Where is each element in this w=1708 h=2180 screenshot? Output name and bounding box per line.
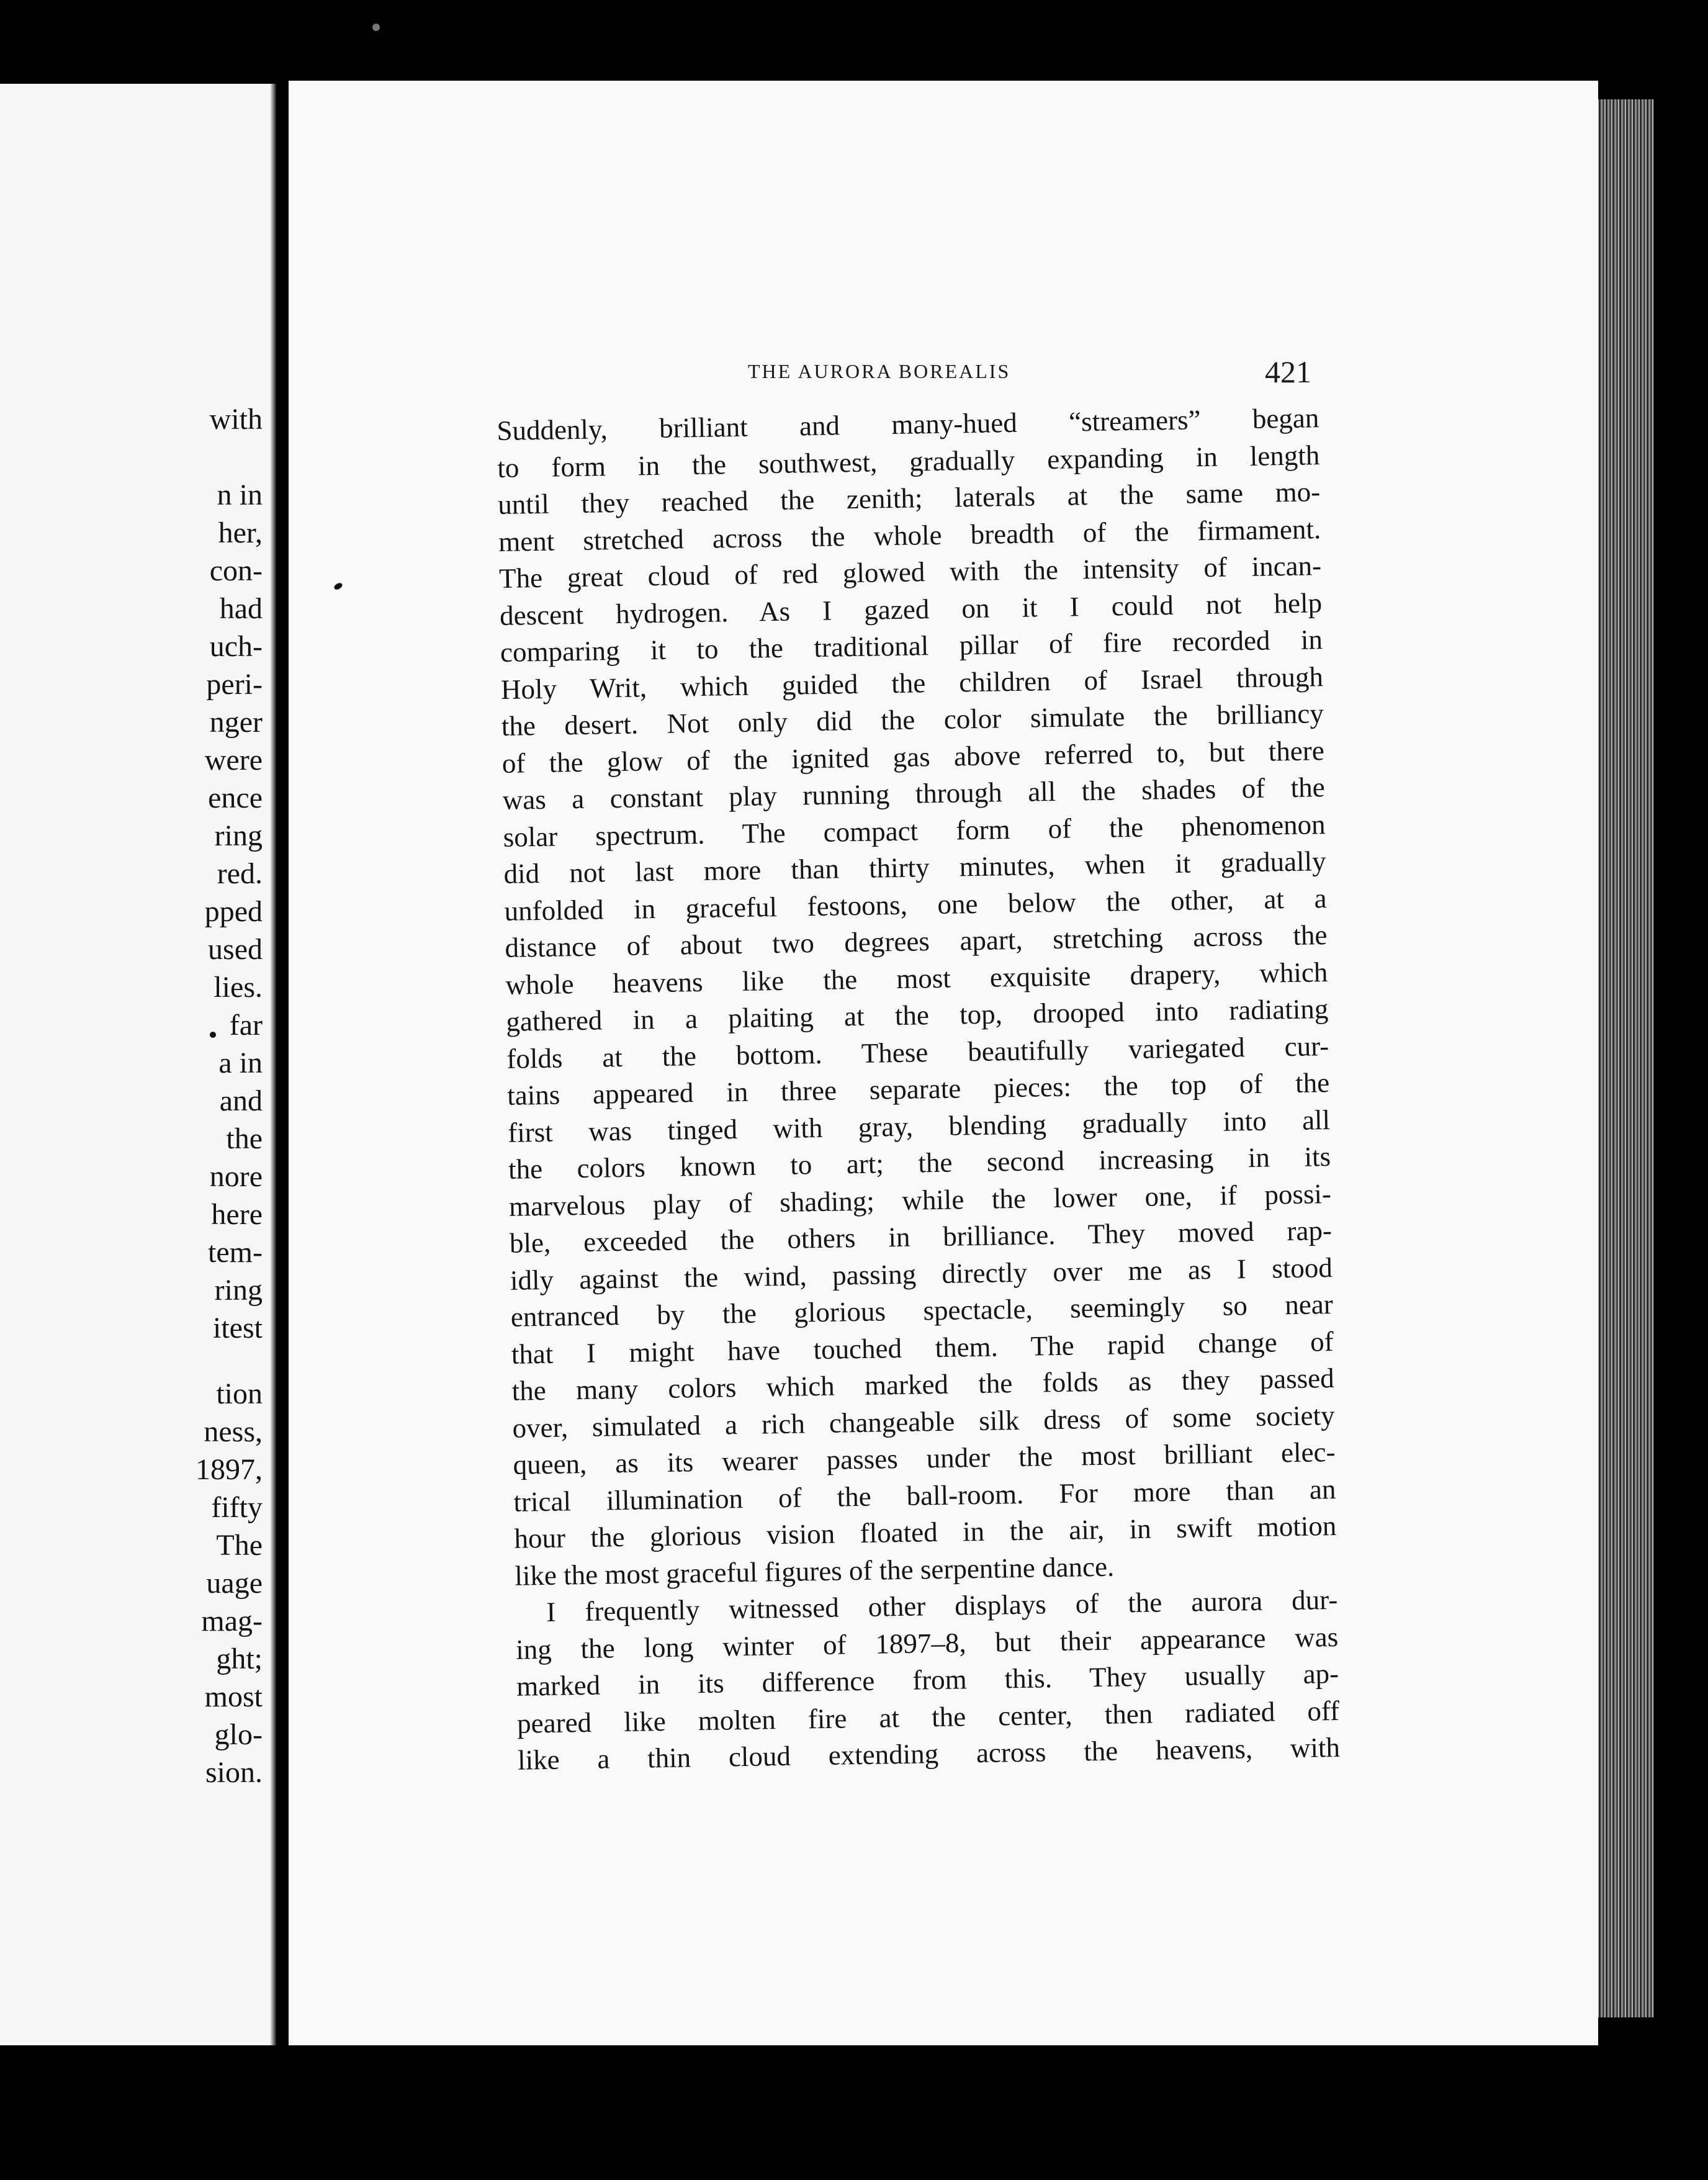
scan-speck [372,24,380,31]
facing-page-line-fragment: ring [214,1274,263,1307]
text-line: ing the long winter of 1897–8, but their appearance was [515,1621,1339,1665]
text-line: idly against the wind, passing directly over me as I stood [510,1251,1333,1296]
text-line: I frequently witnessed other displays of the aurora dur- [546,1583,1338,1628]
text-line: entranced by the glorious spectacle, seemingly so near [510,1289,1334,1333]
facing-page-line-fragment: ght; [216,1642,263,1675]
text-line: ble, exceeded the others in brilliance. They moved rap- [509,1215,1333,1259]
facing-page-line-fragment: the [226,1122,263,1155]
text-line: that I might have touched them. The rapid change of [511,1325,1334,1370]
facing-page-line-fragment: lies. [214,971,263,1004]
facing-page-line-fragment: itest [213,1312,263,1344]
text-line: first was tinged with gray, blending gradually into all [507,1104,1331,1148]
text-line: trical illumination of the ball-room. For more than an [513,1473,1336,1518]
text-line: hour the glorious vision floated in the air, in swift motion [514,1510,1337,1554]
facing-page-line-fragment [64,438,263,476]
facing-page-line-fragment: ence [208,781,263,814]
facing-page-line-fragment: a in [218,1047,263,1079]
text-line: whole heavens like the most exquisite drapery, which [505,956,1328,1001]
facing-page-line-fragment: glo- [214,1718,263,1751]
facing-page-line-fragment: and [219,1084,263,1117]
facing-page-line-fragment: fifty [211,1491,263,1524]
facing-page-line-fragment: pped [204,895,263,928]
text-line: was a constant play running through all the shades of the [502,772,1326,816]
page-number: 421 [1265,354,1311,389]
facing-page-line-fragment: sion. [205,1756,263,1789]
facing-page-line-fragment: mag- [201,1605,263,1637]
facing-page-line-fragment: The [216,1529,263,1562]
facing-page-line-fragment: ness, [204,1415,263,1448]
facing-page-line-fragment: peri- [206,668,263,701]
facing-page-line-fragment: used [208,933,263,966]
text-line: the desert. Not only did the color simulate the brilliancy [501,698,1324,742]
facing-page-line-fragment: most [204,1680,263,1713]
text-line: marked in its difference from this. They usually ap- [516,1657,1339,1702]
facing-page-line-fragment: her, [218,516,263,549]
text-line: folds at the bottom. These beautifully variegated cur- [506,1030,1329,1074]
facing-page-line-fragment: nore [209,1160,263,1193]
text-line: Suddenly, brilliant and many-hued “streamers” began [497,402,1319,446]
text-line: peared like molten fire at the center, then radiated off [516,1695,1340,1739]
text-line: gathered in a plaiting at the top, drooped into radiating [506,993,1329,1037]
text-line: like a thin cloud extending across the heavens, with [517,1731,1341,1776]
facing-page-line-fragment: uch- [209,630,263,663]
facing-page-line-fragment: ring [214,819,263,852]
text-line: queen, as its wearer passes under the most brilliant elec- [513,1436,1336,1480]
text-line: did not last more than thirty minutes, when it gradually [503,845,1326,890]
text-line: to form in the southwest, gradually expanding in length [497,439,1320,484]
text-line: over, simulated a rich changeable silk dress of some society [512,1399,1335,1444]
facing-page-line-fragment: 1897, [196,1453,263,1486]
facing-page-line-fragment: red. [217,857,263,890]
text-line: descent hydrogen. As I gazed on it I could not help [499,587,1323,631]
facing-page-text-fragments [64,400,263,1347]
text-line: unfolded in graceful festoons, one below the other, at a [504,882,1327,927]
text-line: ment stretched across the whole breadth of the firmament. [498,513,1321,557]
facing-page-line-fragment: with [209,403,263,436]
facing-page-text-fragments-lower [64,1375,263,1791]
text-line: marvelous play of shading; while the lower one, if possi- [508,1178,1332,1222]
text-line: like the most graceful figures of the serpentine dance. [515,1551,1115,1592]
facing-page-line-fragment: con- [209,554,263,587]
facing-page-line-fragment: nger [209,706,263,739]
facing-page-line-fragment: had [219,592,263,625]
facing-page-line-fragment: here [211,1198,263,1231]
facing-page-line-fragment: tem- [208,1236,263,1269]
body-text [497,400,1340,1779]
facing-page-line-fragment: far [229,1009,263,1042]
facing-page-line-fragment: were [204,744,263,777]
gutter-shadow [270,84,276,2045]
text-line: comparing it to the traditional pillar of fire recorded in [500,624,1323,668]
facing-page-line-fragment: n in [217,479,263,511]
facing-page-line-fragment: tion [216,1377,263,1410]
text-line: The great cloud of red glowed with the intensity of incan- [498,550,1322,594]
book-page-edges [1592,99,1654,2017]
text-line: distance of about two degrees apart, stretching across the [505,919,1328,963]
running-head: THE AURORA BOREALIS [748,360,1011,382]
text-line: of the glow of the ignited gas above referred to, but there [501,734,1325,779]
scan-speck [210,1032,216,1038]
text-line: tains appeared in three separate pieces: the top of the [506,1067,1330,1111]
text-line: the colors known to art; the second increasing in its [508,1141,1331,1185]
text-line: until they reached the zenith; laterals at the same mo- [497,476,1321,520]
facing-page-left [0,84,276,2045]
facing-page-line-fragment: uage [206,1567,263,1600]
text-line: Holy Writ, which guided the children of Israel through [500,660,1324,705]
text-line: the many colors which marked the folds as they passed [511,1362,1334,1407]
text-line: solar spectrum. The compact form of the phenomenon [503,808,1326,853]
